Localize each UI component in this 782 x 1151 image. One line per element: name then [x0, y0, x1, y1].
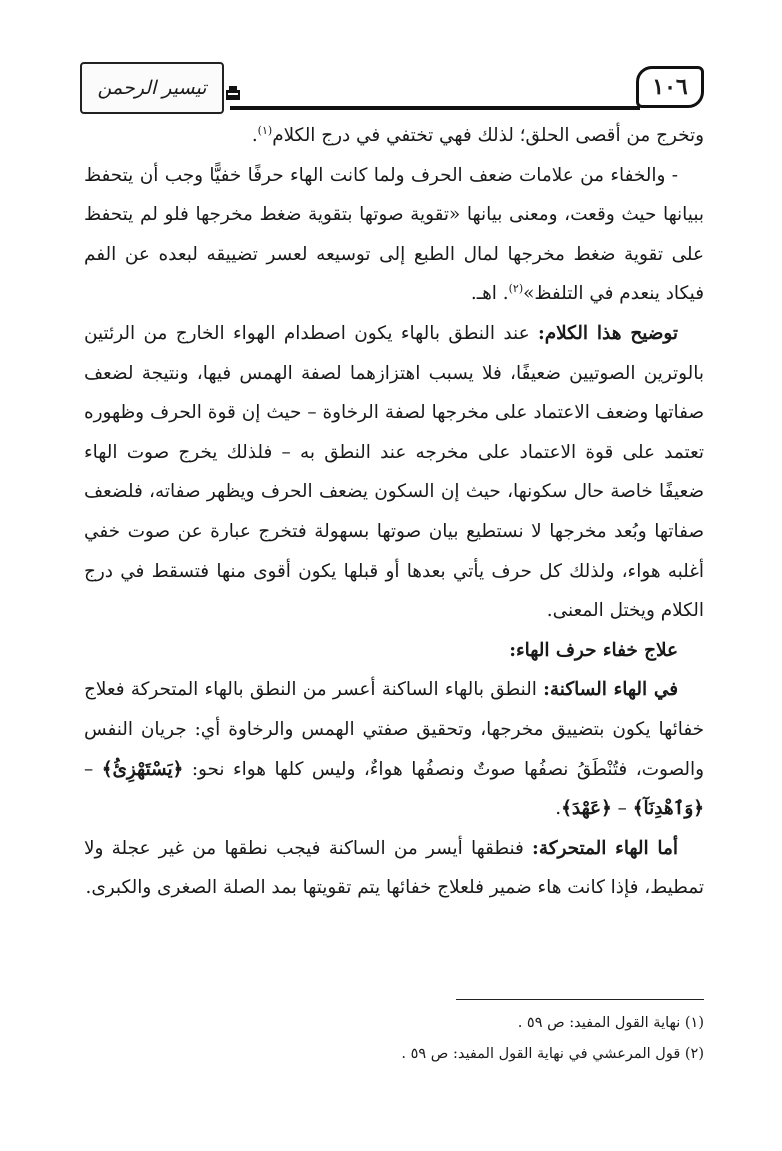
- paragraph-sakina: في الهاء الساكنة: النطق بالهاء الساكنة أعسر من النطق بالهاء المتحركة فعلاج خفائها يكون بتضييق مخرجها، وتحقيق صفتي الهمس والرخاوة أي: جريان النفس والصوت، فتُنْطَقُ نصفُها صوتٌ ونصفُها هواءٌ، وليس كلها هواء نحو: ﴿يَسْتَهْزِئُ﴾ – ﴿وَٱهْدِنَآ﴾ – ﴿عَهْدَ﴾.: [84, 679, 704, 820]
- footnote-ref-1: (١): [257, 123, 273, 137]
- page-number-box: [636, 66, 704, 108]
- book-title-cartouche: [80, 62, 224, 114]
- header-rule: [230, 106, 640, 110]
- paragraph-khafa: - والخفاء من علامات ضعف الحرف ولما كانت الهاء حرفًا خفيًّا وجب أن يتحفظ ببيانها حيث وقعت، ومعنى بيانها «تقوية صوتها بتقوية ضغط مخرجها فلو لم يتحفظ على تقوية ضغط مخرجها لمال الطبع إلى توسيعه لعسر تضييقه لبعده عن الفم فيكاد ينعدم في التلفظ»$^{(٢)}$. اهـ.: [84, 164, 704, 305]
- quran-word-1: ﴿يَسْتَهْزِئُ﴾: [101, 758, 184, 780]
- explanation-label: توضيح هذا الكلام:: [537, 322, 678, 344]
- section-heading: علاج خفاء حرف الهاء:: [509, 639, 678, 661]
- page-header: [80, 62, 704, 114]
- mutaharrika-label: أما الهاء المتحركة:: [532, 837, 678, 859]
- footnote-1: (١) نهاية القول المفيد: ص ٥٩ .: [517, 1015, 704, 1031]
- paragraph-mutaharrika: أما الهاء المتحركة: فنطقها أيسر من الساكنة فيجب نطقها من غير عجلة ولا تمطيط، فإذا كانت هاء ضمير فلعلاج خفائها يتم تقويتها بمد الصلة الصغرى والكبرى.: [84, 837, 704, 899]
- footnote-separator: [456, 999, 704, 1000]
- paragraph-explanation: توضيح هذا الكلام: عند النطق بالهاء يكون اصطدام الهواء الخارج من الرئتين بالوترين الصوتيين ضعيفًا، فلا يسبب اهتزازهما لصفة الهمس فيها، ونتيجة لضعف صفاتها وضعف الاعتماد على مخرجها لصفة الرخاوة – حيث إن قوة الحرف وظهوره تعتمد على قوة الاعتماد على مخرجه عند النطق به – فلذلك يخرج صوت الهاء ضعيفًا خاصة حال سكونها، حيث إن السكون يضعف الحرف ويظهر صفاته، فلضعف صفاتها وبُعد مخرجها لا نستطيع بيان صوتها بسهولة فتخرج عبارة عن صوت خفي أغلبه هواء، ولذلك كل حرف يأتي بعدها أو قبلها يكون أقوى منها فتسقط في درج الكلام ويختل المعنى.: [84, 322, 704, 622]
- paragraph-continuation: وتخرج من أقصى الحلق؛ لذلك فهي تختفي في درج الكلام$^{(١)}$.: [251, 123, 704, 146]
- sakina-label: في الهاء الساكنة:: [543, 679, 678, 701]
- footnote-2: (٢) قول المرعشي في نهاية القول المفيد: ص ٥٩ .: [401, 1046, 704, 1062]
- footnotes: [84, 1008, 704, 1070]
- page-body: [84, 116, 704, 908]
- book-title: تيسير الرحمن: [97, 77, 207, 99]
- book-icon: [224, 84, 242, 102]
- footnote-ref-2: (٢): [508, 282, 524, 296]
- quran-word-3: ﴿عَهْدَ﴾: [561, 798, 612, 820]
- page-number: ١٠٦: [652, 74, 688, 100]
- quran-word-2: ﴿وَٱهْدِنَآ﴾: [632, 798, 704, 820]
